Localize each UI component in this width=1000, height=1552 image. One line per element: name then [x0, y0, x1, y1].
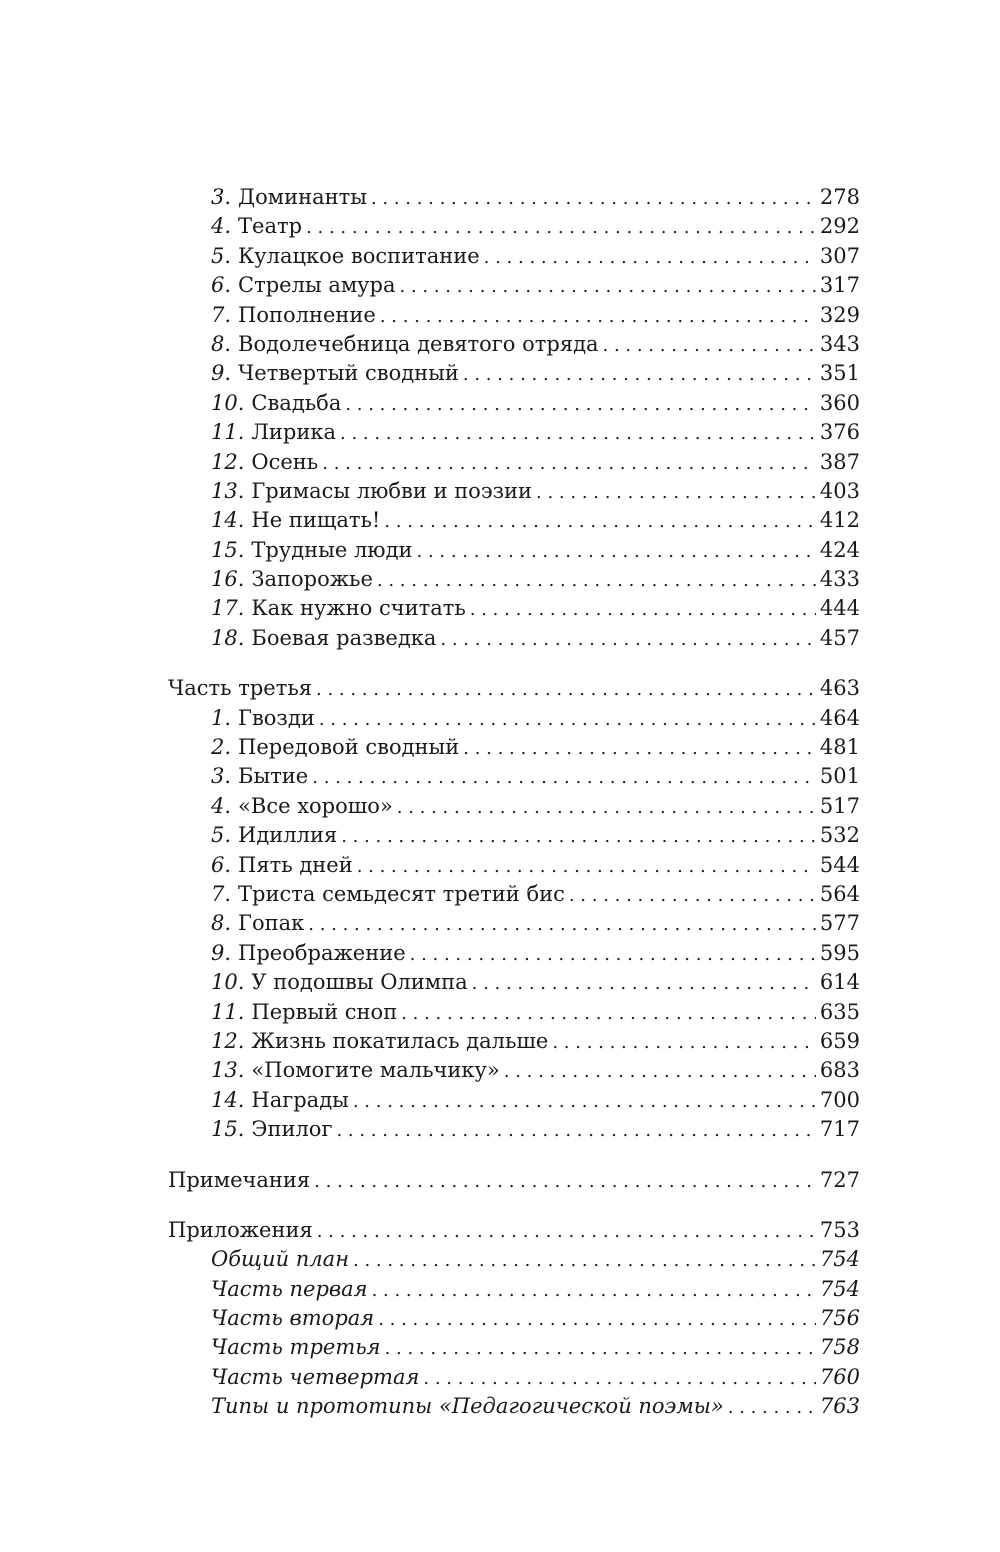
toc-entry — [168, 968, 860, 997]
toc-entry-page: 763 — [819, 1394, 860, 1419]
dot-leader — [340, 419, 816, 448]
toc-entry-page: 758 — [819, 1335, 860, 1360]
toc-entry-page: 717 — [819, 1117, 860, 1142]
toc-entry-title: Часть четвертая — [211, 1364, 420, 1389]
toc-entry-number: 1. — [211, 705, 232, 730]
toc-entry — [168, 536, 860, 565]
dot-leader — [371, 184, 816, 213]
toc-entry-page: 292 — [819, 214, 860, 239]
toc-entry — [168, 1333, 860, 1362]
toc-entry-title: Не пищать! — [251, 508, 381, 533]
toc-entry-page: 463 — [819, 676, 860, 701]
toc-entry-number: 4. — [211, 793, 232, 818]
toc-entry-page: 683 — [819, 1058, 860, 1083]
dot-leader — [319, 705, 816, 734]
toc-entry-title: Доминанты — [238, 185, 367, 209]
toc-entry-title: Осень — [251, 449, 319, 474]
toc-entry-page: 412 — [819, 508, 860, 533]
toc-entry-number: 12. — [211, 1028, 245, 1053]
toc-entry — [168, 594, 860, 623]
toc-entry — [168, 1363, 860, 1392]
toc-entry — [168, 183, 860, 212]
toc-entry-number: 17. — [211, 596, 245, 621]
toc-entry — [168, 1304, 860, 1333]
dot-leader — [470, 595, 816, 624]
toc-entry-page: 444 — [819, 596, 860, 621]
toc-entry — [168, 506, 860, 535]
toc-entry-title: Трудные люди — [251, 537, 413, 562]
toc-entry-number: 11. — [211, 999, 245, 1024]
toc-entry — [168, 1086, 860, 1115]
toc-entry-title: Часть первая — [211, 1276, 368, 1301]
dot-leader — [341, 822, 816, 851]
toc-entry-page: 424 — [819, 537, 860, 562]
toc-entry — [168, 1027, 860, 1056]
toc-entry-title: Первый сноп — [251, 999, 398, 1024]
toc-entry — [168, 821, 860, 850]
toc-entry-title: Примечания — [168, 1167, 311, 1192]
toc-entry-title: Пять дней — [238, 852, 353, 877]
toc-entry-page: 360 — [819, 390, 860, 415]
toc-entry-page: 544 — [819, 852, 860, 877]
dot-leader — [380, 302, 816, 331]
toc-entry-title: Гвозди — [238, 705, 315, 730]
toc-entry-number: 18. — [211, 625, 245, 650]
dot-leader — [401, 999, 816, 1028]
toc-entry-number: 5. — [211, 243, 232, 268]
toc-entry-title: Как нужно считать — [251, 596, 466, 621]
dot-leader — [536, 478, 816, 507]
toc-entry-title: «Все хорошо» — [238, 793, 393, 818]
toc-entry — [168, 704, 860, 733]
toc-entry-number: 5. — [211, 823, 232, 848]
toc-entry-title: Четвертый сводный — [238, 361, 459, 386]
toc-entry-title: «Помогите мальчику» — [251, 1058, 500, 1083]
toc-entry-number: 7. — [211, 302, 232, 327]
dot-leader — [603, 331, 816, 360]
toc-entry-title: Идиллия — [238, 823, 338, 848]
toc-entry — [168, 301, 860, 330]
toc-entry-page: 760 — [819, 1364, 860, 1389]
toc-entry — [168, 762, 860, 791]
dot-leader — [472, 969, 816, 998]
toc-entry-page: 659 — [819, 1028, 860, 1053]
toc-entry — [168, 418, 860, 447]
toc-entry — [168, 1056, 860, 1085]
dot-leader — [308, 910, 816, 939]
toc-entry-number: 6. — [211, 273, 232, 298]
toc-entry-title: Водолечебница девятого отряда — [238, 331, 599, 356]
toc-entry-title: Типы и прототипы «Педагогической поэмы» — [211, 1394, 724, 1419]
toc-entry-page: 307 — [819, 243, 860, 268]
toc-entry-page: 376 — [819, 420, 860, 445]
toc-entry-title: Свадьба — [251, 390, 342, 415]
dot-leader — [484, 243, 816, 272]
toc-entry-number: 3. — [211, 764, 232, 789]
dot-leader — [463, 360, 816, 389]
toc-entry-page: 343 — [819, 331, 860, 356]
dot-leader — [316, 675, 816, 704]
toc-entry-number: 13. — [211, 478, 245, 503]
toc-entry-title: Передовой сводный — [238, 735, 460, 760]
toc-entry — [168, 330, 860, 359]
toc-entry-title: Запорожье — [251, 567, 373, 592]
toc-entry — [168, 565, 860, 594]
toc-entry-title: Триста семьдесят третий бис — [238, 881, 565, 906]
table-of-contents — [168, 183, 860, 1422]
toc-entry-page: 753 — [819, 1217, 860, 1242]
toc-entry-page: 464 — [819, 705, 860, 730]
toc-entry-page: 481 — [819, 735, 860, 760]
toc-entry — [168, 389, 860, 418]
toc-entry-page: 329 — [819, 302, 860, 327]
dot-leader — [312, 763, 816, 792]
dot-leader — [384, 507, 816, 536]
toc-entry — [168, 909, 860, 938]
dot-leader — [357, 852, 816, 881]
toc-entry-title: Часть третья — [168, 676, 313, 701]
toc-entry-page: 517 — [819, 793, 860, 818]
toc-entry — [168, 1275, 860, 1304]
toc-entry-page: 351 — [819, 361, 860, 386]
toc-entry-page: 595 — [819, 940, 860, 965]
toc-entry-title: Кулацкое воспитание — [238, 243, 480, 268]
dot-leader — [569, 881, 816, 910]
dot-leader — [377, 566, 816, 595]
toc-entry-number: 15. — [211, 537, 245, 562]
toc-entry — [168, 998, 860, 1027]
toc-entry-page: 577 — [819, 911, 860, 936]
dot-leader — [423, 1364, 816, 1393]
dot-leader — [378, 1305, 816, 1334]
toc-entry — [168, 733, 860, 762]
toc-entry-number: 3. — [211, 185, 232, 209]
toc-entry — [168, 359, 860, 388]
toc-entry-page: 756 — [819, 1306, 860, 1331]
toc-entry-page: 278 — [819, 185, 860, 209]
toc-entry-title: Часть третья — [211, 1335, 381, 1360]
toc-entry-number: 14. — [211, 1087, 245, 1112]
dot-leader — [345, 390, 816, 419]
toc-entry-number: 10. — [211, 390, 245, 415]
toc-entry-title: У подошвы Олимпа — [251, 970, 468, 995]
toc-entry-number: 16. — [211, 567, 245, 592]
toc-entry — [168, 242, 860, 271]
dot-leader — [353, 1087, 816, 1116]
toc-entry-page: 635 — [819, 999, 860, 1024]
toc-entry — [168, 1216, 860, 1245]
toc-entry-title: Театр — [238, 214, 303, 239]
toc-entry-title: Бытие — [238, 764, 309, 789]
toc-entry-number: 11. — [211, 420, 245, 445]
dot-leader — [372, 1276, 816, 1305]
toc-entry — [168, 939, 860, 968]
dot-leader — [317, 1217, 816, 1246]
toc-entry-number: 8. — [211, 331, 232, 356]
dot-leader — [440, 625, 815, 654]
dot-leader — [353, 1246, 816, 1275]
toc-entry-number: 9. — [211, 940, 232, 965]
toc-entry — [168, 1245, 860, 1274]
toc-entry — [168, 448, 860, 477]
toc-entry-number: 15. — [211, 1117, 245, 1142]
toc-entry — [168, 624, 860, 653]
toc-entry — [168, 1115, 860, 1144]
toc-entry-title: Пополнение — [238, 302, 376, 327]
toc-entry — [168, 477, 860, 506]
toc-entry — [168, 1166, 860, 1195]
toc-entry — [168, 1392, 860, 1421]
toc-entry — [168, 271, 860, 300]
dot-leader — [306, 213, 816, 242]
dot-leader — [728, 1393, 816, 1422]
toc-entry-title: Лирика — [251, 420, 337, 445]
toc-entry — [168, 792, 860, 821]
toc-entry-title: Часть вторая — [211, 1306, 375, 1331]
toc-entry-page: 387 — [819, 449, 860, 474]
dot-leader — [552, 1028, 816, 1057]
dot-leader — [417, 537, 816, 566]
toc-entry-title: Гримасы любви и поэзии — [251, 478, 533, 503]
toc-entry-title: Общий план — [211, 1247, 350, 1272]
toc-entry-page: 532 — [819, 823, 860, 848]
toc-entry-number: 2. — [211, 735, 232, 760]
toc-entry-number: 4. — [211, 214, 232, 239]
toc-entry-number: 12. — [211, 449, 245, 474]
toc-entry-title: Жизнь покатилась дальше — [251, 1028, 549, 1053]
toc-entry-page: 433 — [819, 567, 860, 592]
toc-entry-number: 7. — [211, 881, 232, 906]
dot-leader — [314, 1167, 816, 1196]
dot-leader — [336, 1116, 815, 1145]
toc-entry-page: 457 — [819, 625, 860, 650]
toc-entry-title: Гопак — [238, 911, 305, 936]
toc-entry-title: Боевая разведка — [251, 625, 437, 650]
toc-entry-title: Приложения — [168, 1217, 313, 1242]
toc-entry-page: 317 — [819, 273, 860, 298]
toc-entry — [168, 851, 860, 880]
dot-leader — [410, 940, 816, 969]
toc-entry-page: 754 — [819, 1247, 860, 1272]
toc-entry — [168, 880, 860, 909]
toc-entry-page: 614 — [819, 970, 860, 995]
toc-entry-title: Эпилог — [251, 1117, 333, 1142]
dot-leader — [504, 1057, 816, 1086]
toc-entry-title: Преображение — [238, 940, 406, 965]
toc-entry-page: 501 — [819, 764, 860, 789]
dot-leader — [385, 1334, 816, 1363]
toc-entry-number: 9. — [211, 361, 232, 386]
toc-entry — [168, 212, 860, 241]
toc-entry — [168, 674, 860, 703]
toc-entry-page: 754 — [819, 1276, 860, 1301]
dot-leader — [397, 793, 816, 822]
toc-entry-page: 564 — [819, 881, 860, 906]
toc-entry-title: Награды — [251, 1087, 349, 1112]
toc-entry-number: 8. — [211, 911, 232, 936]
toc-entry-page: 727 — [819, 1167, 860, 1192]
toc-entry-number: 14. — [211, 508, 245, 533]
toc-entry-number: 13. — [211, 1058, 245, 1083]
toc-entry-number: 6. — [211, 852, 232, 877]
toc-entry-number: 10. — [211, 970, 245, 995]
toc-entry-page: 700 — [819, 1087, 860, 1112]
dot-leader — [463, 734, 816, 763]
dot-leader — [322, 449, 816, 478]
dot-leader — [400, 272, 816, 301]
toc-entry-title: Стрелы амура — [238, 273, 396, 298]
toc-entry-page: 403 — [819, 478, 860, 503]
